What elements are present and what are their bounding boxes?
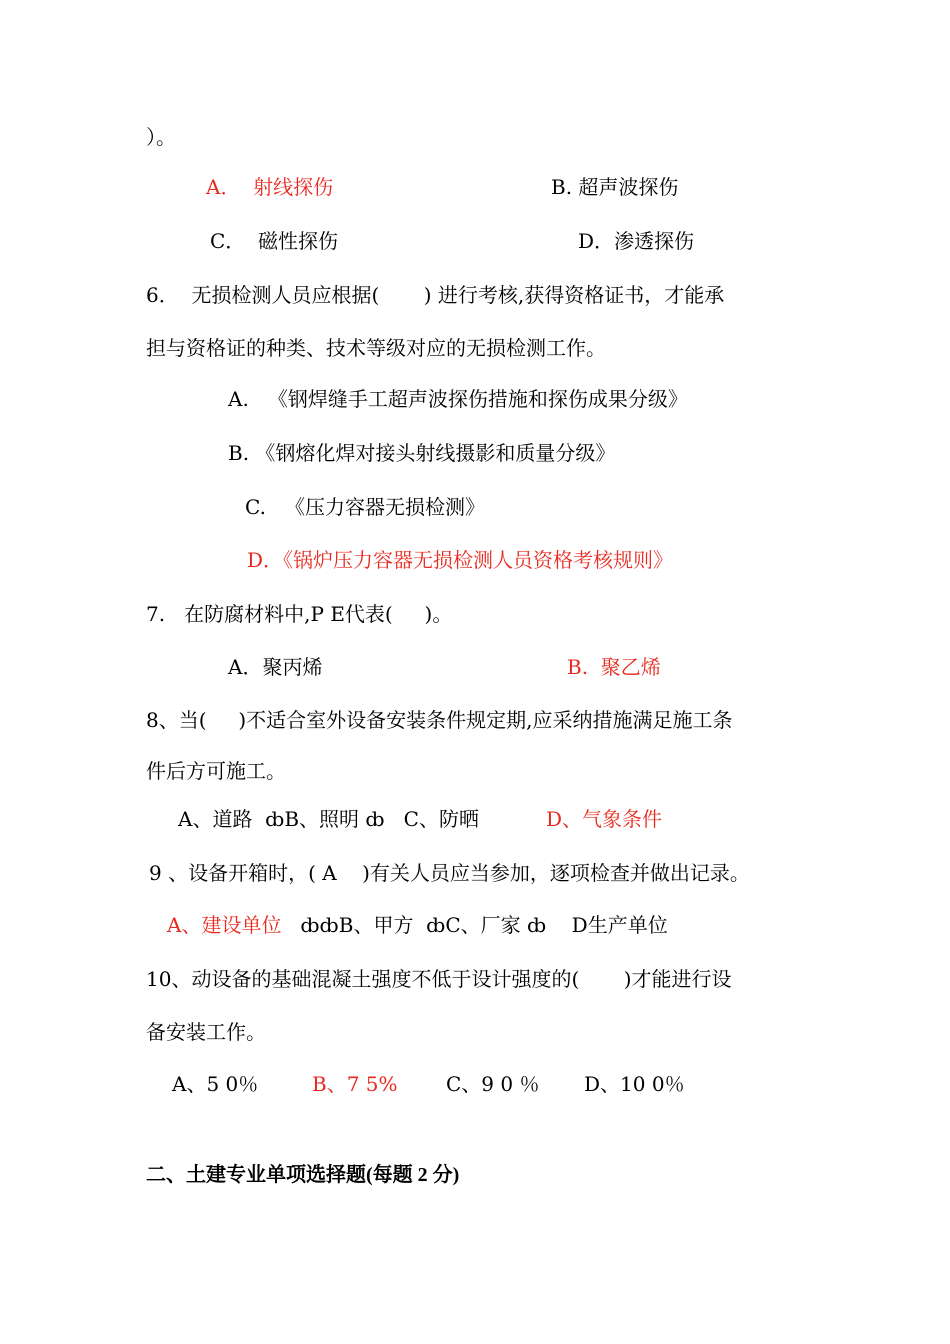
options-8: A、道路 ȸB、照明 ȸ C、防晒 — [178, 807, 479, 831]
option-d: D．渗透探伤 — [578, 229, 695, 253]
option-c: C. 《压力容器无损检测》 — [245, 495, 486, 519]
question-9: 9 、设备开箱时，( A )有关人员应当参加，逐项检查并做出记录。 — [149, 861, 750, 885]
option-a: A. 《钢焊缝手工超声波探伤措施和探伤成果分级》 — [228, 387, 688, 411]
option-c: C． 磁性探伤 — [210, 229, 339, 253]
question-6: 6． 无损检测人员应根据( ) 进行考核,获得资格证书，才能承 — [146, 283, 725, 307]
option-a-answer: A、建设单位 — [167, 913, 282, 937]
question-10: 10、动设备的基础混凝土强度不低于设计强度的( )才能进行设 — [146, 967, 732, 991]
options-9: ȸȸB、甲方 ȸC、厂家 ȸ D生产单位 — [294, 913, 668, 937]
option-c: C、9 0 ％ — [446, 1072, 540, 1096]
question-6-cont: 担与资格证的种类、技术等级对应的无损检测工作。 — [146, 336, 606, 360]
question-8: 8、当( )不适合室外设备安装条件规定期,应采纳措施满足施工条 — [146, 708, 733, 732]
option-d-answer: D、气象条件 — [546, 807, 663, 831]
option-a: A．聚丙烯 — [228, 655, 323, 679]
option-b: B. 超声波探伤 — [551, 175, 679, 199]
option-b-answer: B. 聚乙烯 — [567, 655, 661, 679]
question-8-cont: 件后方可施工。 — [146, 759, 286, 783]
option-b: B. 《钢熔化焊对接头射线摄影和质量分级》 — [228, 441, 616, 465]
option-d-answer: D．《锅炉压力容器无损检测人员资格考核规则》 — [247, 548, 674, 572]
section-heading: 二、土建专业单项选择题(每题 2 分) — [146, 1164, 460, 1186]
option-b-answer: B、7 5% — [312, 1072, 398, 1096]
option-a-answer: A． 射线探伤 — [206, 175, 334, 199]
question-7: 7. 在防腐材料中,P E代表( )。 — [146, 602, 453, 626]
option-a: A、5 0％ — [172, 1072, 259, 1096]
text-line: ）。 — [146, 125, 176, 149]
option-d: D、10 0％ — [584, 1072, 685, 1096]
question-10-cont: 备安装工作。 — [146, 1020, 266, 1044]
